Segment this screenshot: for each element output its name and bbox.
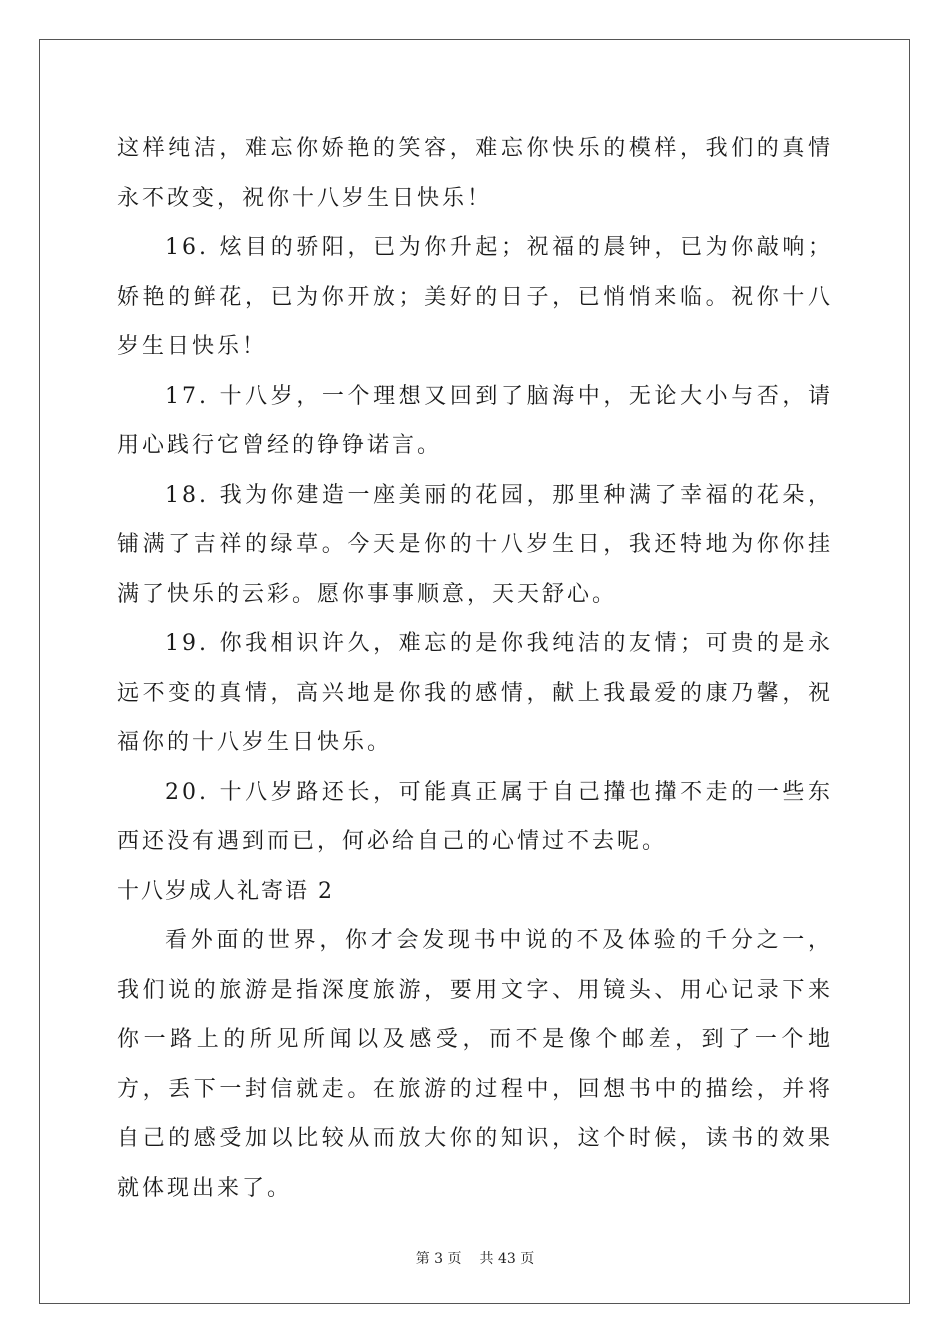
page-total-label: 共 43 页 [479,1251,535,1267]
page-number-label: 第 3 页 [415,1251,462,1267]
paragraph-item-16: 16. 炫目的骄阳，已为你升起；祝福的晨钟，已为你敲响；娇艳的鲜花，已为你开放；美好的日子，已悄悄来临。祝你十八岁生日快乐！ [117,235,833,359]
paragraph-closing: 看外面的世界，你才会发现书中说的不及体验的千分之一，我们说的旅游是指深度旅游，要用文字、用镜头、用心记录下来你一路上的所见所闻以及感受，而不是像个邮差，到了一个地方，丢下一封信就走。在旅游的过程中，回想书中的描绘，并将自己的感受加以比较从而放大你的知识，这个时候，读书的效果就体现出来了。 [117,928,833,1201]
paragraph-item-18: 18. 我为你建造一座美丽的花园，那里种满了幸福的花朵，铺满了吉祥的绿草。今天是你的十八岁生日，我还特地为你你挂满了快乐的云彩。愿你事事顺意，天天舒心。 [117,482,833,607]
paragraph-item-20: 20. 十八岁路还长，可能真正属于自己攆也攆不走的一些东西还没有遇到而已，何必给自己的心情过不去呢。 [117,779,833,854]
paragraph-continuation: 这样纯洁，难忘你娇艳的笑容，难忘你快乐的模样，我们的真情永不改变，祝你十八岁生日快乐！ [117,136,833,211]
section-heading: 十八岁成人礼寄语 2 [117,878,334,904]
paragraph-item-19: 19. 你我相识许久，难忘的是你我纯洁的友情；可贵的是永远不变的真情，高兴地是你我的感情，献上我最爱的康乃馨，祝福你的十八岁生日快乐。 [117,631,833,755]
page-footer [0,1248,950,1268]
document-body [117,124,833,1213]
paragraph-item-17: 17. 十八岁，一个理想又回到了脑海中，无论大小与否，请用心践行它曾经的铮铮诺言。 [117,383,833,458]
